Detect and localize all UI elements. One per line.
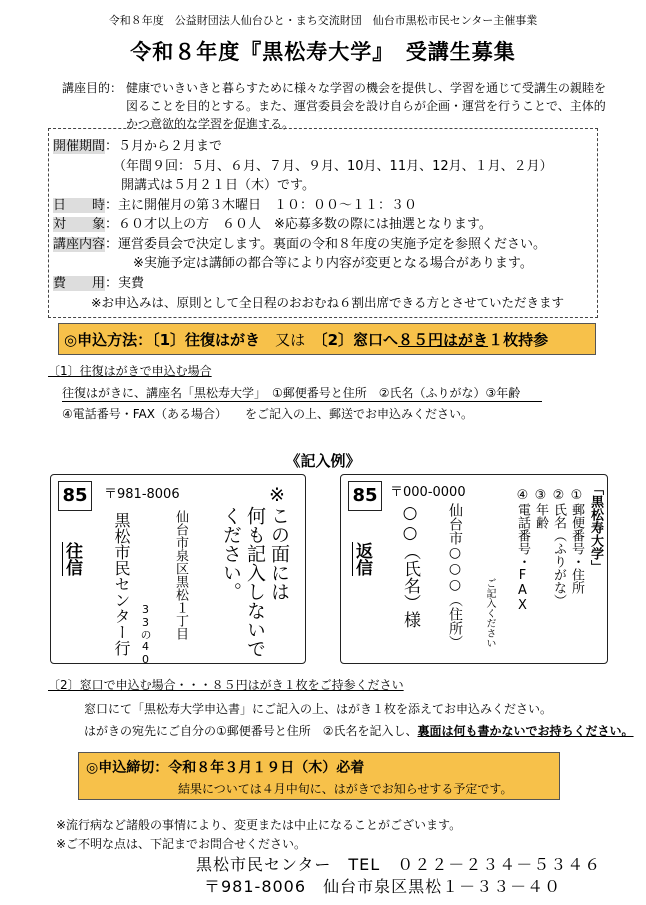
section1-line2: ④電話番号・FAX（ある場合） をご記入の上、郵送でお申込みください。 [62,407,473,421]
content-note: ※実施予定は講師の都合等により内容が変更となる場合があります。 [133,256,533,271]
outgoing-type-label: 往信 [62,542,82,576]
section2-line1: 窓口にて「黒松寿大学申込書」にご記入の上、はがき１枚を添えてお申込みください。 [84,702,553,716]
deadline-line2: 結果については４月中旬に、はがきでお知らせする予定です。 [178,782,513,796]
section2-line2-b: 裏面は何も書かないでお持ちください。 [417,724,634,738]
section1-heading [48,362,212,379]
period-value: ：５月から２月まで [105,139,223,154]
outgoing-note-3: ください。 [220,506,242,601]
purpose-line: かつ意欲的な学習を促進する。 [126,117,295,131]
footer-tel: TEL ０２２－２３４－５３４６ [348,855,602,874]
method-option-2-tail: １枚持参 [488,331,549,349]
datetime-value: ：主に開催月の第３木曜日 １０：００～１１：３０ [105,197,418,213]
period-sub2: 開講式は５月２１日（木）です。 [121,178,315,193]
outgoing-note-2: 何も記入しないで [244,506,266,658]
return-address: 仙台市○○○（住所） [447,503,463,649]
section2-line2-a: はがきの宛先にご自分の①郵便番号と住所 ②氏名を記入し、 [84,724,418,738]
section2-line2 [84,722,634,739]
page-title: 令和８年度『黒松寿大学』 受講生募集 [130,40,516,64]
period-label: 開催期間 [53,139,106,154]
return-item-3: ③年齢 [533,488,548,529]
outgoing-recipient: 黒松市民センター行 [112,512,131,656]
return-item-2: ②氏名（ふりがな） [551,488,566,607]
method-or: 又は [275,331,306,349]
return-item-4: ④電話番号・FAX [515,488,530,613]
return-course-name: 「黒松寿大学」 [588,482,603,573]
return-zip: 〒000-0000 [390,485,466,500]
example-heading: 《記入例》 [285,452,361,470]
purpose-line: 健康でいきいきと暮らすために様々な学習の機会を提供し、学習を通じて受講生の親睦を [126,81,607,95]
section1-line1: 往復はがきに、講座名「黒松寿大学」 ①郵便番号と住所 ②氏名（ふりがな）③年齢 [62,384,542,402]
outgoing-address: 仙台市泉区黒松１丁目 [173,510,188,640]
content-label: 講座内容 [53,236,106,252]
return-name: ○○（氏名）様 [400,503,420,628]
details-content [53,137,593,313]
target-label: 対 象 [53,217,106,232]
purpose-line: 図ることを目的とする。また、運営委員会を設け自らが企画・運営を行うことで、主体的 [126,99,606,113]
cost-label: 費 用 [53,275,106,291]
footer-address-line [204,874,561,897]
attendance-note: ※お申込みは、原則として全日程のおおむね６割出席できる方とさせていただきます [91,295,564,310]
footer-center-name: 黒松市民センター [196,855,332,874]
method-text [64,329,548,350]
period-sub1: （年間９回：５月、６月、７月、９月、10月、11月、12月、１月、２月） [113,158,553,174]
return-type-label: 返信 [352,542,372,576]
cost-value: ：実費 [105,275,145,291]
postage-stamp: 85 [58,481,92,511]
method-option-1: 〔1〕往復はがき [152,331,261,349]
deadline-line1: ◎申込締切：令和８年３月１９日（木）必着 [86,760,365,776]
return-item-1: ①郵便番号・住所 [569,488,584,594]
purpose-text [126,79,606,133]
footer-zip: 〒981-8006 [204,877,307,896]
purpose-label: 講座目的： [62,81,123,95]
outgoing-note-mark: ※ [266,484,288,506]
method-option-2: 〔2〕窓口へ [320,331,399,349]
outgoing-zip: 〒981-8006 [104,487,180,502]
footer-address: 仙台市泉区黒松１－３３－４０ [323,877,562,896]
datetime-label: 日 時 [53,197,106,213]
section1-heading-text: 〔1〕往復はがきで申込む場合 [48,364,212,378]
method-prefix: ◎申込方法： [64,331,153,349]
return-fill-note: ご記入ください [484,578,495,648]
footer-contact [196,852,601,875]
target-value: ：６０才以上の方 ６０人 ※応募多数の際には抽選となります。 [105,217,492,232]
section2-heading: 〔2〕窓口で申込む場合・・・８５円はがき１枚をご持参ください [48,678,404,692]
footer-note-2: ※ご不明な点は、下記までお問合せください。 [56,837,307,851]
outgoing-note-1: この面には [268,506,290,601]
content-value: ：運営委員会で決定します。裏面の令和８年度の実施予定を参照ください。 [105,236,546,252]
outgoing-address-number: 33の40 [139,603,152,666]
footer-note-1: ※流行病など諸般の事情により、変更または中止になることがございます。 [56,818,462,832]
return-postage-stamp: 85 [348,481,382,511]
method-option-2-postcard: ８５円はがき [398,331,489,349]
organizer-line: 令和８年度 公益財団法人仙台ひと・まち交流財団 仙台市黒松市民センター主催事業 [108,14,538,27]
